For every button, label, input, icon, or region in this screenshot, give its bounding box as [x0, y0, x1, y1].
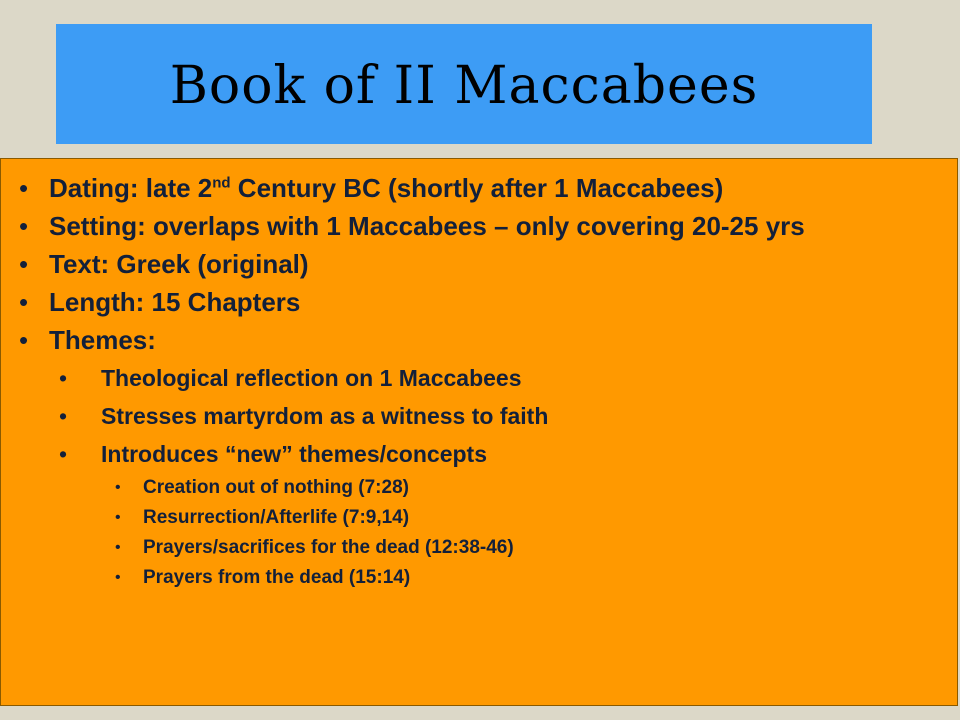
theme-item-label: Introduces “new” themes/concepts [101, 441, 487, 467]
themes-label: Themes: [49, 325, 156, 355]
concept-item: • Prayers/sacrifices for the dead (12:38-46) [101, 533, 949, 563]
theme-item: • Stresses martyrdom as a witness to faith [59, 397, 949, 435]
content-panel [0, 158, 958, 706]
concept-item: • Creation out of nothing (7:28) [101, 473, 949, 503]
bullet-length: • Length: 15 Chapters [19, 283, 949, 321]
concepts-list [101, 473, 949, 593]
bullet-themes [19, 321, 949, 593]
bullet-setting: • Setting: overlaps with 1 Maccabees – only covering 20-25 yrs [19, 207, 949, 245]
dating-superscript: nd [212, 174, 231, 192]
dating-text: Dating: late 2 [49, 173, 213, 203]
dating-text-end: Century BC (shortly after 1 Maccabees) [230, 173, 724, 203]
title-banner [56, 24, 872, 144]
slide-title: Book of II Maccabees [169, 56, 759, 116]
bullet-text: • Text: Greek (original) [19, 245, 949, 283]
main-bullet-list [19, 169, 949, 593]
bullet-dating [19, 169, 949, 207]
concept-item: • Resurrection/Afterlife (7:9,14) [101, 503, 949, 533]
themes-list [49, 359, 949, 593]
theme-item [59, 435, 949, 593]
concept-item: • Prayers from the dead (15:14) [101, 563, 949, 593]
theme-item: • Theological reflection on 1 Maccabees [59, 359, 949, 397]
